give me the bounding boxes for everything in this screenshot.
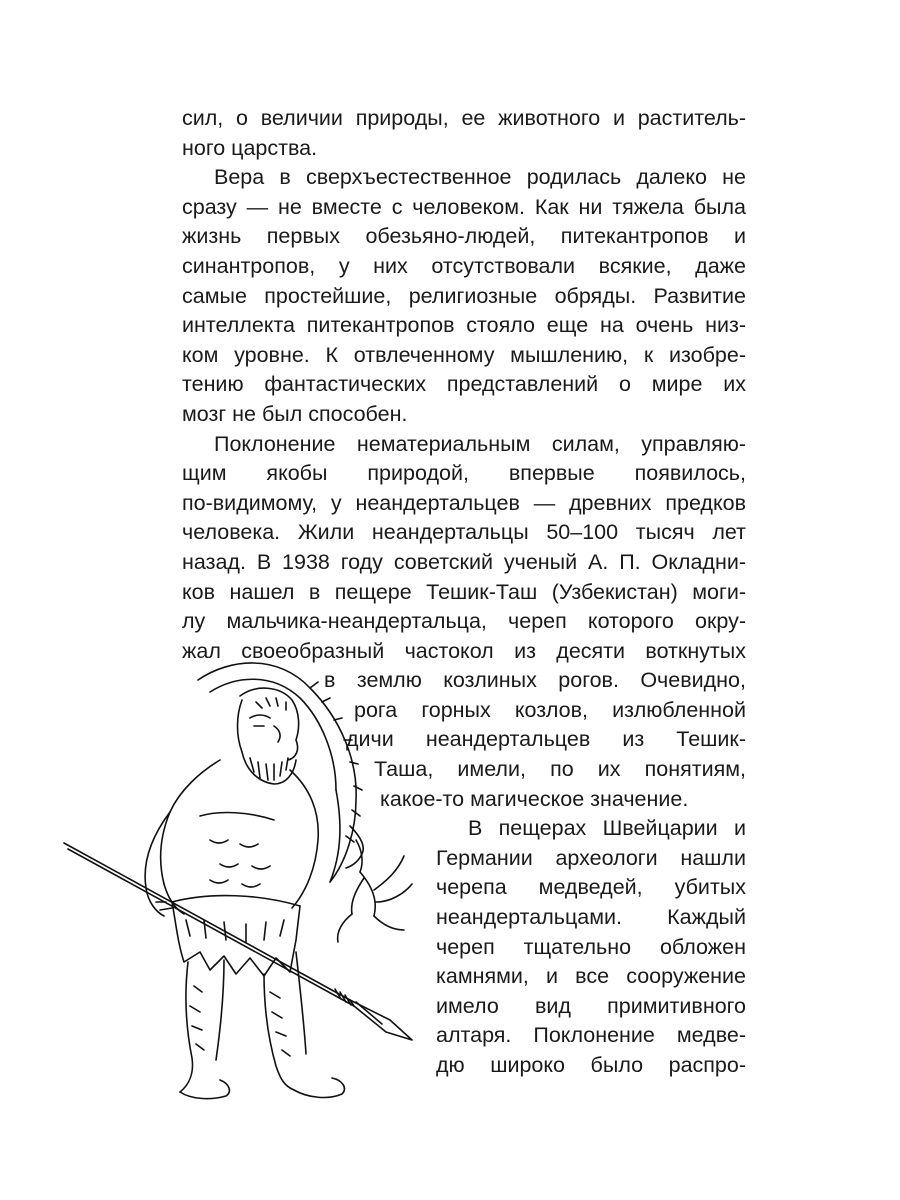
text-line: какое-то магическое значение. <box>380 786 689 811</box>
text-line: ного царства. <box>182 135 318 160</box>
text-line: человека. Жили неандертальцы 50–100 тысяч лет <box>182 520 746 545</box>
text-line: по-видимому, у неандертальцев — древних предков <box>182 490 746 515</box>
loincloth-icon <box>172 896 300 976</box>
text-line: черепа медведей, убитых <box>436 875 746 900</box>
text-line: щим якобы природой, впервые появилось, <box>182 461 746 486</box>
text-line: камнями, и все сооружение <box>436 964 746 989</box>
text-line: Поклонение нематериальным силам, управляю- <box>214 431 746 456</box>
text-line: сил, о величии природы, ее животного и раститель- <box>182 106 746 130</box>
text-line: интеллекта питекантропов стояло еще на очень низ- <box>182 313 746 338</box>
text-line: рога горных козлов, излюбленной <box>354 697 746 722</box>
text-line: жал своеобразный частокол из десяти воткнутых <box>182 638 746 663</box>
text-line: мозг не был способен. <box>182 401 408 426</box>
text-line: алтаря. Поклонение медве- <box>436 1023 746 1048</box>
text-line: жизнь первых обезьяно-людей, питекантропов и <box>182 224 746 249</box>
text-line: тению фантастических представлений о мире их <box>182 372 746 397</box>
text-line: ков нашел в пещере Тешик-Таш (Узбекистан) моги- <box>182 579 746 604</box>
text-line: Вера в сверхъестественное родилась далеко не <box>214 165 746 190</box>
text-line: череп тщательно обложен <box>436 934 746 959</box>
text-line: самые простейшие, религиозные обряды. Развитие <box>182 283 746 308</box>
text-line: имело вид примитивного <box>436 993 746 1018</box>
text-line: сразу — не вместе с человеком. Как ни тяжела была <box>182 194 746 219</box>
text-line: дичи неандертальцев из Тешик- <box>346 727 746 752</box>
text-line: дю широко было распро- <box>436 1053 746 1077</box>
neanderthal-illustration <box>60 640 430 1110</box>
text-line: Германии археологи нашли <box>436 845 746 870</box>
text-line: синантропов, у них отсутствовали всякие, даже <box>182 253 746 278</box>
text-line: ком уровне. К отвлеченному мышлению, к изобре- <box>182 342 746 367</box>
carcass-icon <box>198 663 412 942</box>
torso-icon <box>145 760 318 916</box>
text-line: Таша, имели, по их понятиям, <box>374 757 746 782</box>
text-line: лу мальчика-неандертальца, череп которого окру- <box>182 609 746 634</box>
text-line: неандертальцами. Каждый <box>436 905 746 930</box>
text-line: В пещерах Швейцарии и <box>468 816 746 841</box>
text-line: в землю козлиных рогов. Очевидно, <box>324 668 746 693</box>
text-line: назад. В 1938 году советский ученый А. П. Окладни- <box>182 549 746 574</box>
